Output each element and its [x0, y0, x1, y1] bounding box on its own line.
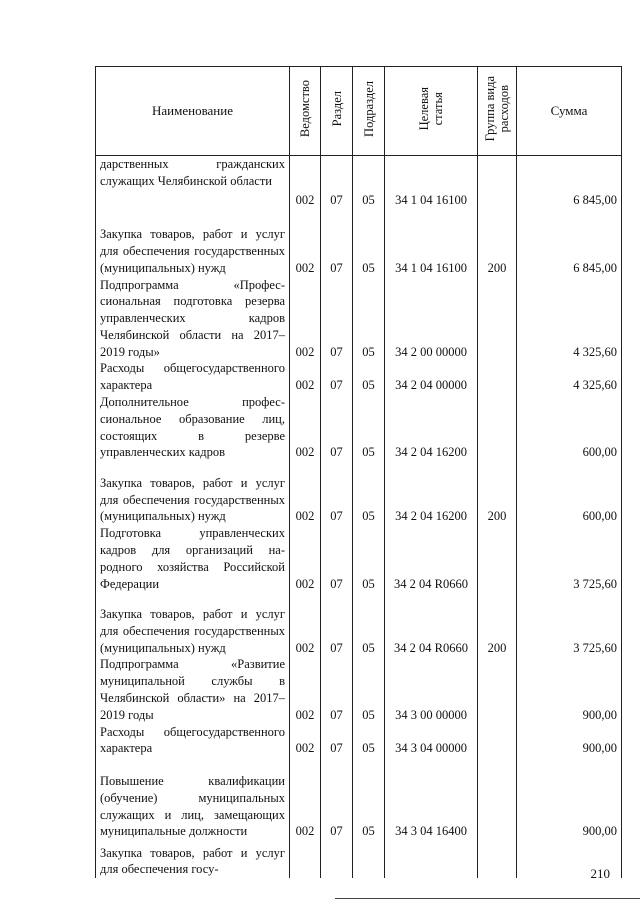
table-row	[96, 757, 622, 840]
row-gruppa	[478, 394, 517, 461]
row-summa: 6 845,00	[517, 156, 622, 209]
table-row	[96, 525, 622, 592]
row-celevaya: 34 1 04 16100	[385, 209, 478, 277]
row-name: Расходы общегосударственного характера	[96, 724, 290, 758]
row-gruppa	[478, 724, 517, 758]
table-row	[96, 461, 622, 525]
row-gruppa	[478, 277, 517, 361]
header-summa-label: Сумма	[550, 103, 588, 118]
row-ved: 002	[290, 525, 321, 592]
row-celevaya: 34 2 04 R0660	[385, 592, 478, 656]
footer-rule	[335, 898, 640, 899]
row-ved: 002	[290, 360, 321, 394]
row-name: Дополнительное профессиональное образование лиц, состоящих в резерве управленческих кадров	[96, 394, 290, 461]
row-name: Закупка товаров, работ и услуг для обеспечения госу-	[96, 840, 290, 878]
table-row	[96, 724, 622, 758]
row-ved: 002	[290, 757, 321, 840]
row-celevaya: 34 2 04 16200	[385, 394, 478, 461]
row-celevaya: 34 2 00 00000	[385, 277, 478, 361]
row-ved: 002	[290, 209, 321, 277]
row-name: Подготовка управленческих кадров для организаций народного хозяйства Российской Федерации	[96, 525, 290, 592]
row-ved: 002	[290, 156, 321, 209]
row-celevaya: 34 2 04 00000	[385, 360, 478, 394]
header-celevaya-line1: Целевая	[417, 87, 431, 131]
table-row	[96, 592, 622, 656]
row-podrazdel: 05	[353, 592, 385, 656]
row-ved: 002	[290, 461, 321, 525]
row-summa: 600,00	[517, 461, 622, 525]
row-celevaya	[385, 840, 478, 878]
row-name: Подпрограмма «Развитие муниципальной службы в Челябинской области» на 2017–2019 годы	[96, 656, 290, 723]
table-row	[96, 277, 622, 361]
header-celevaya-label	[417, 87, 445, 130]
header-gruppa-line1: Группа вида	[483, 76, 497, 142]
header-ved-label: Ведомство	[298, 80, 312, 138]
row-celevaya: 34 1 04 16100	[385, 156, 478, 209]
row-name: Расходы общегосударственного характера	[96, 360, 290, 394]
row-summa: 6 845,00	[517, 209, 622, 277]
row-ved: 002	[290, 394, 321, 461]
header-name-label: Наименование	[152, 103, 233, 118]
row-razdel: 07	[321, 156, 353, 209]
header-name	[96, 67, 290, 156]
row-name: дарственных гражданских служащих Челябинской области	[96, 156, 290, 209]
row-summa: 4 325,60	[517, 360, 622, 394]
row-gruppa: 200	[478, 209, 517, 277]
row-razdel: 07	[321, 394, 353, 461]
header-podrazdel-label: Подраздел	[361, 81, 376, 137]
header-ved	[290, 67, 321, 156]
row-gruppa: 200	[478, 461, 517, 525]
row-razdel	[321, 840, 353, 878]
row-ved	[290, 840, 321, 878]
row-name: Повышение квалификации (обучение) муниципальных служащих и лиц, замещающих муниципальные должности	[96, 757, 290, 840]
row-celevaya: 34 3 00 00000	[385, 656, 478, 723]
row-gruppa	[478, 840, 517, 878]
row-podrazdel: 05	[353, 277, 385, 361]
row-ved: 002	[290, 592, 321, 656]
row-celevaya: 34 2 04 R0660	[385, 525, 478, 592]
table-row	[96, 656, 622, 723]
row-gruppa: 200	[478, 592, 517, 656]
row-gruppa	[478, 156, 517, 209]
row-summa: 3 725,60	[517, 592, 622, 656]
header-summa	[517, 67, 622, 156]
table-row	[96, 840, 622, 878]
row-podrazdel: 05	[353, 394, 385, 461]
table-row	[96, 360, 622, 394]
row-podrazdel: 05	[353, 156, 385, 209]
row-razdel: 07	[321, 525, 353, 592]
row-summa: 3 725,60	[517, 525, 622, 592]
header-celevaya	[385, 67, 478, 156]
row-razdel: 07	[321, 724, 353, 758]
table-row	[96, 209, 622, 277]
row-gruppa	[478, 656, 517, 723]
header-razdel	[321, 67, 353, 156]
row-summa: 900,00	[517, 656, 622, 723]
row-podrazdel: 05	[353, 656, 385, 723]
row-razdel: 07	[321, 277, 353, 361]
header-podrazdel	[353, 67, 385, 156]
table-row	[96, 156, 622, 209]
table-body	[96, 156, 622, 879]
row-razdel: 07	[321, 209, 353, 277]
row-name: Закупка товаров, работ и услуг для обеспечения государственных (муниципальных) нужд	[96, 209, 290, 277]
row-ved: 002	[290, 656, 321, 723]
row-gruppa	[478, 757, 517, 840]
row-celevaya: 34 3 04 00000	[385, 724, 478, 758]
budget-table	[95, 66, 622, 878]
row-gruppa	[478, 525, 517, 592]
row-ved: 002	[290, 277, 321, 361]
header-gruppa-line2: расходов	[497, 85, 511, 133]
table-row	[96, 394, 622, 461]
row-razdel: 07	[321, 592, 353, 656]
row-podrazdel	[353, 840, 385, 878]
row-podrazdel: 05	[353, 525, 385, 592]
row-celevaya: 34 3 04 16400	[385, 757, 478, 840]
row-podrazdel: 05	[353, 724, 385, 758]
header-celevaya-line2: статья	[431, 92, 445, 126]
row-gruppa	[478, 360, 517, 394]
row-podrazdel: 05	[353, 360, 385, 394]
table-header	[96, 67, 622, 156]
row-summa: 900,00	[517, 724, 622, 758]
page-number: 210	[590, 866, 610, 881]
row-razdel: 07	[321, 360, 353, 394]
row-summa: 900,00	[517, 757, 622, 840]
row-razdel: 07	[321, 656, 353, 723]
row-summa: 4 325,60	[517, 277, 622, 361]
header-razdel-label: Раздел	[329, 91, 344, 127]
row-ved: 002	[290, 724, 321, 758]
row-podrazdel: 05	[353, 461, 385, 525]
row-razdel: 07	[321, 757, 353, 840]
header-gruppa-label	[483, 76, 511, 141]
header-gruppa	[478, 67, 517, 156]
row-summa: 600,00	[517, 394, 622, 461]
row-podrazdel: 05	[353, 757, 385, 840]
row-name: Закупка товаров, работ и услуг для обеспечения государственных (муниципальных) нужд	[96, 461, 290, 525]
row-razdel: 07	[321, 461, 353, 525]
row-name: Подпрограмма «Профессиональная подготовка резерва управленческих кадров Челябинской области на 2017–2019 годы»	[96, 277, 290, 361]
row-name: Закупка товаров, работ и услуг для обеспечения государственных (муниципальных) нужд	[96, 592, 290, 656]
row-podrazdel: 05	[353, 209, 385, 277]
row-celevaya: 34 2 04 16200	[385, 461, 478, 525]
